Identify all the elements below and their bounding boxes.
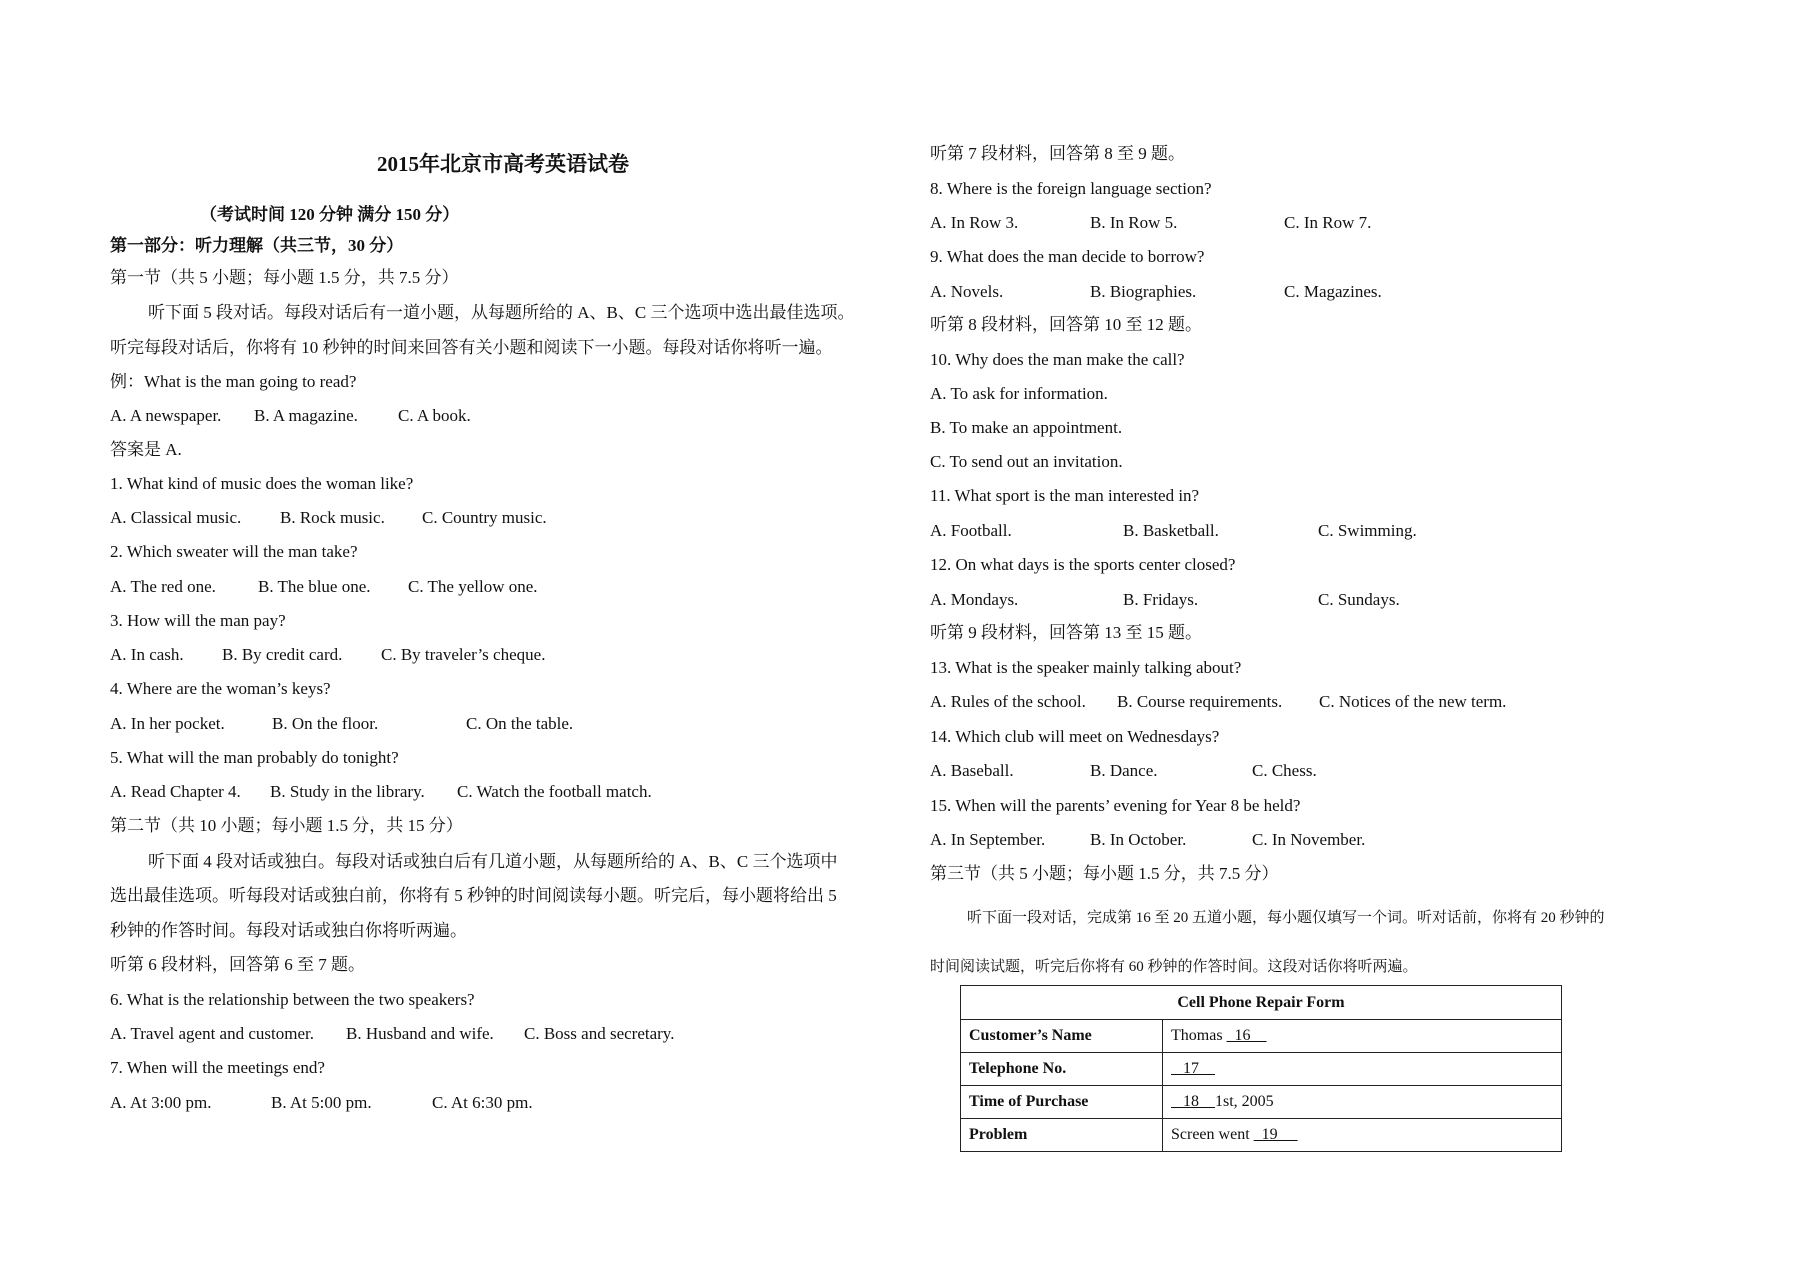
question: 8. Where is the foreign language section? (930, 179, 1212, 198)
option: C. At 6:30 pm. (432, 1093, 533, 1112)
option: C. On the table. (466, 714, 574, 733)
question: 4. Where are the woman’s keys? (110, 679, 331, 698)
option: C. Chess. (1252, 761, 1317, 780)
material-heading: 听第 8 段材料，回答第 10 至 12 题。 (930, 315, 1202, 334)
options (930, 211, 1371, 235)
repair-form-table (960, 985, 1562, 1152)
option: A. Baseball. (930, 761, 1014, 780)
option: B. Biographies. (1090, 282, 1197, 301)
example-question: 例：What is the man going to read? (110, 372, 357, 391)
question: 7. When will the meetings end? (110, 1058, 325, 1077)
option: C. To send out an invitation. (930, 452, 1123, 471)
form-row (961, 1020, 1562, 1053)
section-heading: 第一节（共 5 小题；每小题 1.5 分，共 7.5 分） (110, 268, 459, 287)
option: C. Country music. (422, 508, 547, 527)
example-answer: 答案是 A. (110, 440, 182, 459)
options (110, 575, 538, 599)
options (110, 712, 573, 736)
instructions: 时间阅读试题，听完后你将有 60 秒钟的作答时间。这段对话你将听两遍。 (930, 959, 1418, 975)
options (110, 780, 652, 804)
instructions: 选出最佳选项。听每段对话或独白前，你将有 5 秒钟的时间阅读每小题。听完后，每小题将给出 5 (110, 886, 837, 905)
material-heading: 听第 6 段材料，回答第 6 至 7 题。 (110, 955, 365, 974)
option: A. Football. (930, 521, 1012, 540)
answer-blank: 16 (1226, 1027, 1267, 1044)
question: 2. Which sweater will the man take? (110, 542, 358, 561)
option: B. By credit card. (222, 645, 343, 664)
form-value: 18 1st, 2005 (1163, 1086, 1562, 1119)
option: A. Travel agent and customer. (110, 1024, 314, 1043)
options (930, 280, 1382, 304)
option: C. Boss and secretary. (524, 1024, 675, 1043)
options (110, 1022, 674, 1046)
options (930, 588, 1400, 612)
option: A. Rules of the school. (930, 692, 1086, 711)
option: B. Dance. (1090, 761, 1158, 780)
option: B. Husband and wife. (346, 1024, 494, 1043)
options (110, 1091, 533, 1115)
question: 12. On what days is the sports center closed? (930, 555, 1236, 574)
option: C. Notices of the new term. (1319, 692, 1507, 711)
instructions: 秒钟的作答时间。每段对话或独白你将听两遍。 (110, 921, 467, 940)
option: A. Mondays. (930, 590, 1019, 609)
option: C. Sundays. (1318, 590, 1400, 609)
answer-blank: 18 (1171, 1093, 1215, 1110)
option: C. Magazines. (1284, 282, 1382, 301)
exam-subtitle: （考试时间 120 分钟 满分 150 分） (200, 205, 460, 224)
form-row (961, 1086, 1562, 1119)
option: C. The yellow one. (408, 577, 538, 596)
option: A. In Row 3. (930, 213, 1019, 232)
answer-blank: 19 (1253, 1126, 1298, 1143)
option: B. In Row 5. (1090, 213, 1178, 232)
options (930, 519, 1417, 543)
option: B. Basketball. (1123, 521, 1219, 540)
option: B. The blue one. (258, 577, 371, 596)
section-heading: 第三节（共 5 小题；每小题 1.5 分，共 7.5 分） (930, 864, 1279, 883)
option: C. A book. (398, 406, 471, 425)
example-options (110, 404, 471, 428)
form-label: Time of Purchase (961, 1086, 1163, 1119)
form-value (1163, 1053, 1562, 1086)
question: 6. What is the relationship between the two speakers? (110, 990, 475, 1009)
options (930, 759, 1317, 783)
option: A. At 3:00 pm. (110, 1093, 212, 1112)
form-label: Problem (961, 1119, 1163, 1152)
option: A. A newspaper. (110, 406, 222, 425)
answer-blank: 17 (1171, 1060, 1215, 1077)
option: B. On the floor. (272, 714, 379, 733)
option: A. Novels. (930, 282, 1004, 301)
instructions: 听下面 5 段对话。每段对话后有一道小题，从每题所给的 A、B、C 三个选项中选出最佳选项。 (148, 303, 855, 322)
option: B. A magazine. (254, 406, 358, 425)
options (930, 828, 1365, 852)
question: 9. What does the man decide to borrow? (930, 247, 1205, 266)
option: B. Fridays. (1123, 590, 1199, 609)
question: 1. What kind of music does the woman like? (110, 474, 414, 493)
options (930, 690, 1506, 714)
options (110, 643, 545, 667)
instructions: 听完每段对话后，你将有 10 秒钟的时间来回答有关小题和阅读下一小题。每段对话你将听一遍。 (110, 338, 833, 357)
page-title: 2015年北京市高考英语试卷 (377, 152, 629, 176)
instructions: 听下面 4 段对话或独白。每段对话或独白后有几道小题，从每题所给的 A、B、C 三个选项中 (148, 852, 838, 871)
option: A. In her pocket. (110, 714, 225, 733)
option: B. Study in the library. (270, 782, 425, 801)
material-heading: 听第 9 段材料，回答第 13 至 15 题。 (930, 623, 1202, 642)
instructions: 听下面一段对话，完成第 16 至 20 五道小题，每小题仅填写一个词。听对话前，你将有 20 秒钟的 (967, 910, 1605, 926)
form-row (961, 1053, 1562, 1086)
option: C. By traveler’s cheque. (381, 645, 546, 664)
option: B. Course requirements. (1117, 692, 1283, 711)
option: B. To make an appointment. (930, 418, 1123, 437)
option: A. In September. (930, 830, 1046, 849)
option: C. Swimming. (1318, 521, 1417, 540)
part-heading: 第一部分：听力理解（共三节，30 分） (110, 236, 404, 255)
option: C. In November. (1252, 830, 1366, 849)
form-value: Screen went 19 (1163, 1119, 1562, 1152)
option: A. In cash. (110, 645, 184, 664)
form-label: Telephone No. (961, 1053, 1163, 1086)
option: C. In Row 7. (1284, 213, 1372, 232)
form-label: Customer’s Name (961, 1020, 1163, 1053)
question: 15. When will the parents’ evening for Year 8 be held? (930, 796, 1301, 815)
form-row (961, 1119, 1562, 1152)
option: B. At 5:00 pm. (271, 1093, 372, 1112)
option: C. Watch the football match. (457, 782, 652, 801)
question: 14. Which club will meet on Wednesdays? (930, 727, 1220, 746)
option: A. Classical music. (110, 508, 242, 527)
option: B. In October. (1090, 830, 1187, 849)
option: A. The red one. (110, 577, 216, 596)
option: A. Read Chapter 4. (110, 782, 241, 801)
question: 13. What is the speaker mainly talking about? (930, 658, 1242, 677)
question: 5. What will the man probably do tonight? (110, 748, 399, 767)
option: B. Rock music. (280, 508, 385, 527)
section-heading: 第二节（共 10 小题；每小题 1.5 分，共 15 分） (110, 816, 463, 835)
form-title: Cell Phone Repair Form (961, 986, 1562, 1020)
option: A. To ask for information. (930, 384, 1108, 403)
question: 3. How will the man pay? (110, 611, 286, 630)
form-title-row (961, 986, 1562, 1020)
question: 11. What sport is the man interested in? (930, 486, 1200, 505)
options (110, 506, 547, 530)
question: 10. Why does the man make the call? (930, 350, 1185, 369)
form-value: Thomas 16 (1163, 1020, 1562, 1053)
material-heading: 听第 7 段材料，回答第 8 至 9 题。 (930, 144, 1185, 163)
